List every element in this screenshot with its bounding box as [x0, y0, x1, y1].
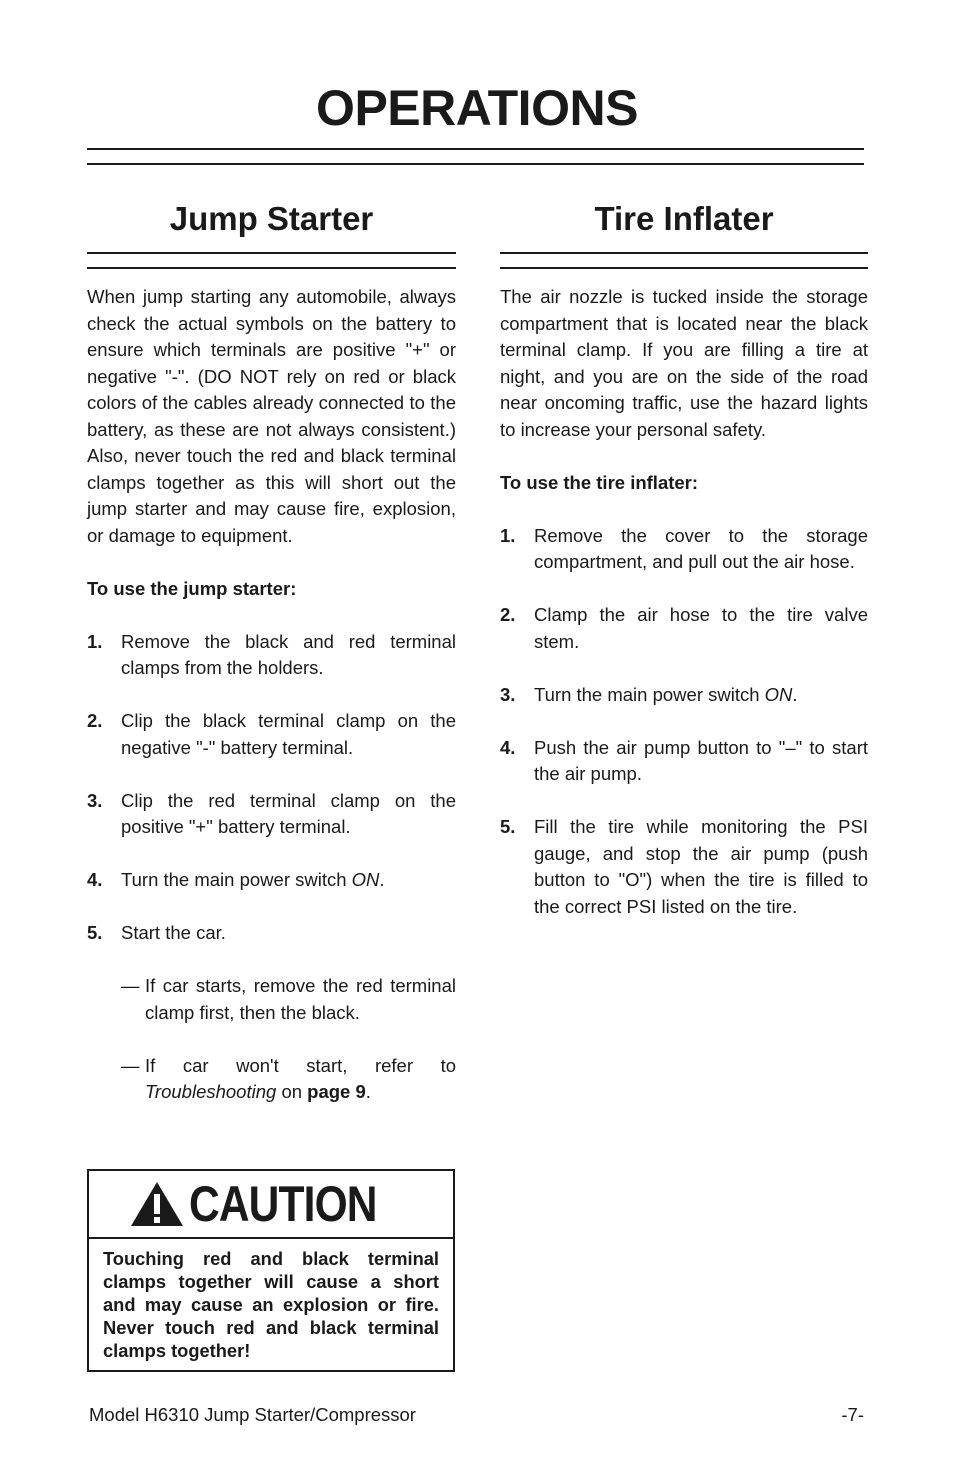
jump-substep — [121, 1053, 456, 1106]
step-text — [534, 682, 868, 709]
jump-substep — [121, 973, 456, 1026]
step-text: Remove the cover to the storage compartment, and pull out the air hose. — [534, 524, 868, 572]
dash-mark: — — [121, 1054, 140, 1076]
step-number: 5. — [500, 816, 516, 837]
step-number: 5. — [87, 922, 103, 943]
tire-rule-top — [500, 252, 868, 254]
footer-page-number: -7- — [841, 1404, 864, 1425]
troubleshooting-reference: Troubleshooting — [145, 1081, 277, 1102]
step-text: Fill the tire while monitoring the PSI gauge, and stop the air pump (push button to "O") when the tire is filled to the correct PSI listed on the tire. — [534, 816, 868, 917]
jump-step — [87, 867, 456, 894]
substep-text — [145, 1053, 456, 1106]
step-text — [121, 867, 456, 894]
jump-step — [87, 920, 456, 947]
substep-text-after: . — [365, 1081, 371, 1102]
jump-step — [87, 708, 456, 761]
title-rule-bottom — [87, 163, 864, 165]
warning-triangle-icon — [129, 1180, 185, 1228]
tire-step — [500, 735, 868, 788]
tire-intro: The air nozzle is tucked inside the storage compartment that is located near the black terminal clamp. If you are filling a tire at night, and you are on the side of the road near oncoming traffic, use the hazard lights to increase your personal safety. — [500, 286, 868, 440]
jump-lead: To use the jump starter: — [87, 577, 297, 599]
jump-intro: When jump starting any automobile, always check the actual symbols on the battery to ensure which terminals are positive "+" or negative "-". (DO NOT rely on red or black colors of the cables already connected to the battery, as these are not always consistent.) Also, never touch the red and black terminal clamps together as this will short out the jump starter and may cause fire, explosion, or damage to equipment. — [87, 286, 456, 546]
tire-rule-bottom — [500, 267, 868, 269]
step-text-emphasis: ON — [351, 869, 380, 890]
jump-step — [87, 788, 456, 841]
page-title: OPERATIONS — [316, 80, 638, 136]
tire-step — [500, 602, 868, 655]
dash-mark: — — [121, 975, 140, 996]
substep-text-mid: on — [276, 1081, 308, 1102]
step-number: 2. — [500, 604, 516, 625]
step-text: Clip the black terminal clamp on the negative "-" battery terminal. — [121, 710, 456, 758]
step-text-before: Turn the main power switch — [121, 869, 352, 890]
step-text: Clip the red terminal clamp on the positive "+" battery terminal. — [121, 789, 456, 837]
caution-header — [89, 1171, 453, 1239]
footer-model: Model H6310 Jump Starter/Compressor — [89, 1404, 416, 1425]
step-number: 1. — [500, 524, 516, 546]
tire-step — [500, 814, 868, 920]
step-text: Clamp the air hose to the tire valve stem. — [534, 604, 868, 652]
tire-step — [500, 682, 868, 709]
step-number: 3. — [500, 683, 516, 705]
tire-inflater-heading: Tire Inflater — [594, 200, 774, 237]
step-number: 3. — [87, 789, 103, 811]
jump-rule-top — [87, 252, 456, 254]
tire-step — [500, 523, 868, 576]
jump-rule-bottom — [87, 267, 456, 269]
caution-label: CAUTION — [189, 1176, 377, 1232]
step-text-after: . — [379, 869, 385, 890]
step-number: 2. — [87, 710, 103, 731]
jump-starter-column — [87, 284, 456, 1106]
step-text: Push the air pump button to "–" to start the air pump. — [534, 736, 868, 784]
jump-starter-heading: Jump Starter — [169, 200, 374, 237]
jump-step — [87, 629, 456, 682]
step-text-before: Turn the main power switch — [534, 683, 765, 705]
tire-lead: To use the tire inflater: — [500, 471, 699, 493]
substep-text-before: If car won't start, refer to — [145, 1054, 456, 1076]
title-rule-top — [87, 148, 864, 150]
substep-text: If car starts, remove the red terminal clamp first, then the black. — [145, 975, 456, 1023]
step-text-after: . — [792, 683, 798, 705]
step-number: 1. — [87, 630, 103, 652]
step-text-emphasis: ON — [764, 683, 793, 705]
tire-inflater-column — [500, 284, 868, 920]
step-number: 4. — [87, 869, 103, 890]
step-text: Remove the black and red terminal clamps from the holders. — [121, 630, 456, 678]
page-reference: page 9 — [307, 1081, 366, 1102]
caution-text: Touching red and black terminal clamps together will cause a short and may cause an explosion or fire. Never touch red and black terminal clamps together! — [103, 1248, 439, 1361]
step-text: Start the car. — [121, 922, 226, 943]
caution-box — [87, 1169, 455, 1372]
step-number: 4. — [500, 736, 516, 758]
